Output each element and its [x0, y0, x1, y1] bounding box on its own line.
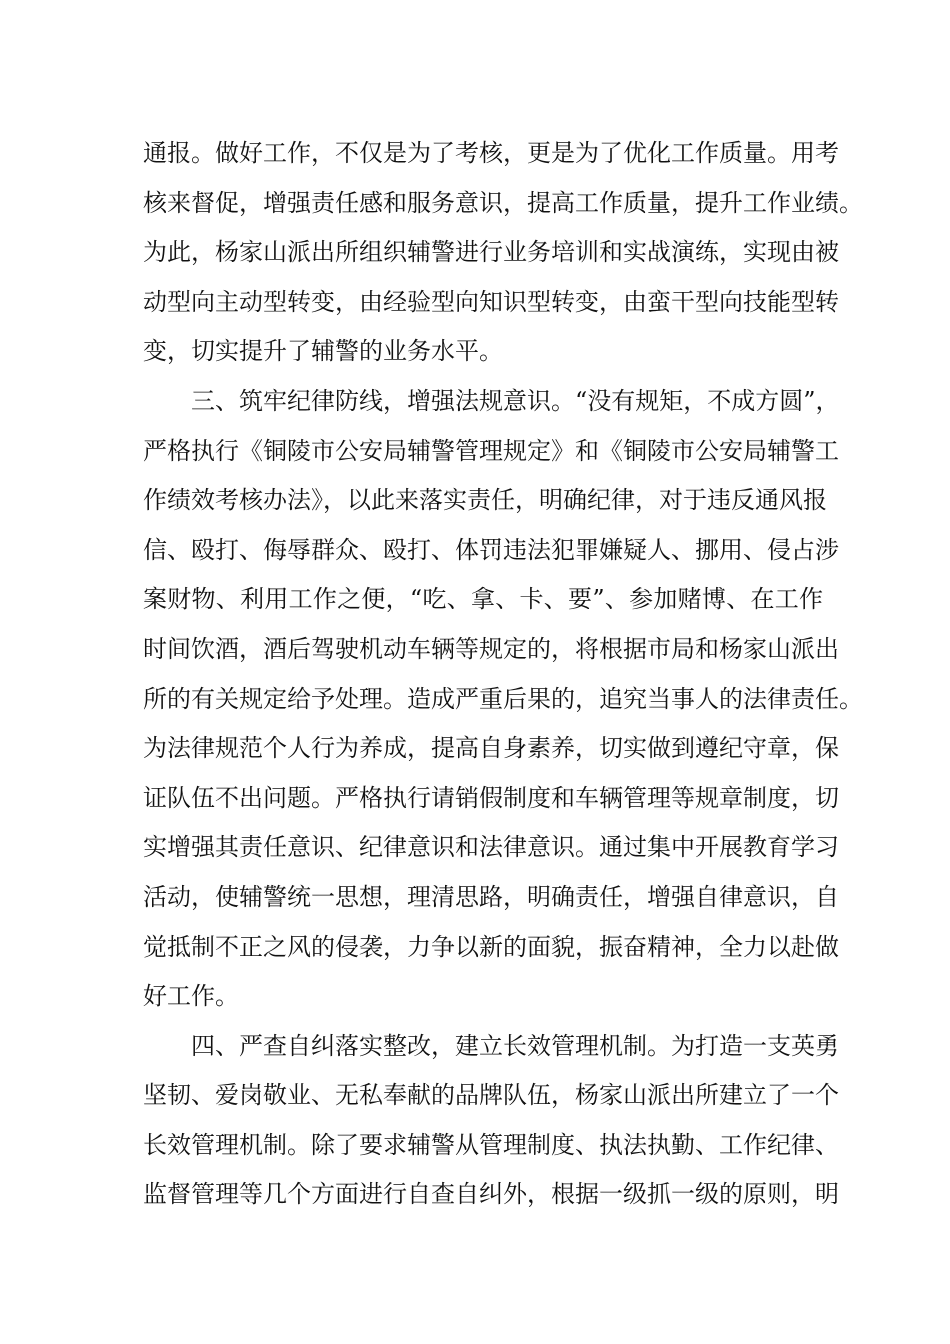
- text-line: 时间饮酒，酒后驾驶机动车辆等规定的，将根据市局和杨家山派出: [143, 634, 839, 663]
- text-line: 坚韧、爱岗敬业、无私奉献的品牌队伍，杨家山派出所建立了一个: [143, 1081, 839, 1110]
- text-line: 好工作。: [143, 982, 239, 1011]
- text-line: 信、殴打、侮辱群众、殴打、体罚违法犯罪嫌疑人、挪用、侵占涉: [143, 535, 839, 564]
- text-line: 动型向主动型转变，由经验型向知识型转变，由蛮干型向技能型转: [143, 287, 839, 316]
- text-line: 活动，使辅警统一思想，理清思路，明确责任，增强自律意识，自: [143, 882, 839, 911]
- document-body: [143, 129, 863, 1220]
- text-line: 通报。做好工作，不仅是为了考核，更是为了优化工作质量。用考: [143, 139, 839, 167]
- paragraph-heading-line: 四、严查自纠落实整改，建立长效管理机制。为打造一支英勇: [191, 1031, 839, 1060]
- paragraph-heading-line: 三、筑牢纪律防线，增强法规意识。“没有规矩，不成方圆”，: [191, 386, 840, 415]
- text-line: 案财物、利用工作之便，“吃、拿、卡、要”、参加赌博、在工作: [143, 585, 823, 614]
- text-line: 长效管理机制。除了要求辅警从管理制度、执法执勤、工作纪律、: [143, 1130, 839, 1159]
- text-line: 所的有关规定给予处理。造成严重后果的，追究当事人的法律责任。: [143, 684, 863, 713]
- text-line: 为法律规范个人行为养成，提高自身素养，切实做到遵纪守章，保: [143, 734, 839, 763]
- text-line: 监督管理等几个方面进行自查自纠外，根据一级抓一级的原则，明: [143, 1180, 839, 1209]
- text-line: 作绩效考核办法》，以此来落实责任，明确纪律，对于违反通风报: [143, 486, 827, 515]
- text-line: 核来督促，增强责任感和服务意识，提高工作质量，提升工作业绩。: [143, 188, 863, 217]
- text-line: 严格执行《铜陵市公安局辅警管理规定》和《铜陵市公安局辅警工: [143, 436, 839, 465]
- text-line: 为此，杨家山派出所组织辅警进行业务培训和实战演练，实现由被: [143, 238, 839, 267]
- text-line: 觉抵制不正之风的侵袭，力争以新的面貌，振奋精神，全力以赴做: [143, 932, 839, 961]
- text-line: 实增强其责任意识、纪律意识和法律意识。通过集中开展教育学习: [143, 833, 839, 862]
- text-line: 变，切实提升了辅警的业务水平。: [143, 337, 503, 366]
- text-line: 证队伍不出问题。严格执行请销假制度和车辆管理等规章制度，切: [143, 783, 839, 812]
